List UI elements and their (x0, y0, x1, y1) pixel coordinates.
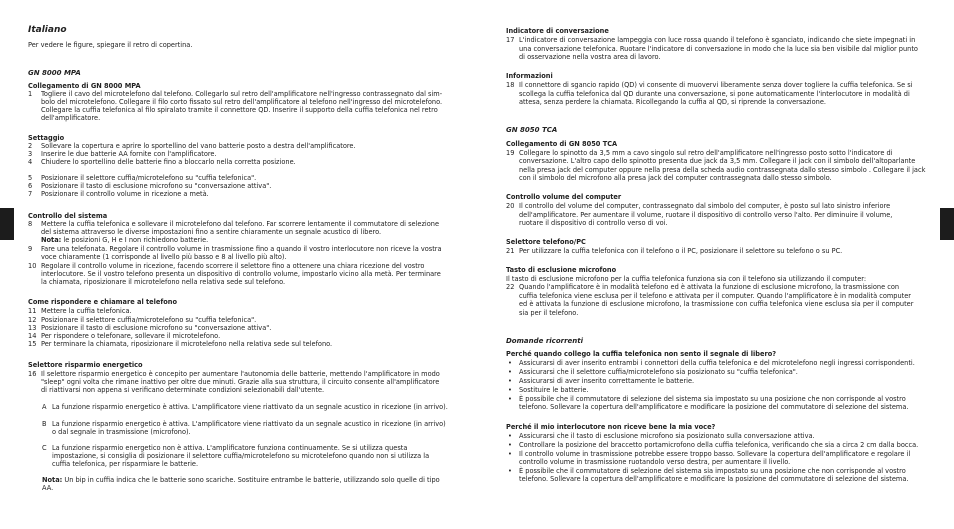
tasto-line: cuffia telefonica viene esclusa per il telefono e attivata per il computer. Quando l'amplificatore è in modalità computer (519, 292, 912, 300)
bullet: • (508, 386, 512, 394)
faq-bullet: telefono. Sollevare la copertura dell'amplificatore e modificare la posizione del commutatore di selezione del sistema. (519, 475, 909, 483)
indicatore-line: di osservazione nella vostra area di lavoro. (519, 53, 661, 61)
right-edge-tab (940, 208, 954, 240)
faq-bullet: Assicurarsi di aver inserito entrambi i connettori della cuffia telefonica e del microtelefono negli ingressi corrispondenti. (519, 359, 915, 367)
faq-bullet: Assicurarsi di aver inserito correttamente le batterie. (519, 377, 695, 385)
heading-tca: Collegamento di GN 8050 TCA (506, 140, 618, 148)
faq-bullet: controllo volume in trasmissione ruotandolo verso destra, per aumentare il livello. (519, 458, 791, 466)
connect-line: Togliere il cavo del microtelefono dal telefono. Collegarlo sul retro dell'amplificatore nell'ingresso contrassegnato dal sim- (41, 90, 443, 98)
risparmio-line: di riattivarsi non appena si verificano determinate condizioni selezionabili dall'utente. (41, 386, 325, 394)
item-number: 10 (28, 262, 37, 270)
item-number: 2 (28, 142, 33, 150)
tasto-line: ed è attivata la funzione di esclusione microfono, la trasmissione con cuffia telefonica viene esclusa sia per il computer (519, 300, 914, 308)
item-number: 11 (28, 307, 37, 315)
nota-text: Un bip in cuffia indica che le batterie sono scariche. Sostituire entrambe le batterie, utilizzando solo quelle di tipo AA. (42, 476, 440, 493)
heading-controllo-sistema: Controllo del sistema (28, 212, 108, 220)
controllo-line: Mettere la cuffia telefonica e sollevare il microtelefono dal telefono. Far scorrere lentamente il commutatore di selezione (41, 220, 440, 228)
controllo-line: interlocutore. Se il vostro telefono presenta un dispositivo di controllo volume, impostarlo vicino alla metà. Per terminare (41, 270, 441, 278)
nota-text: le posizioni G, H e I non richiedono batterie. (61, 236, 209, 244)
item-number: 4 (28, 158, 33, 166)
bullet: • (508, 450, 512, 458)
indicatore-line: una conversazione telefonica. Ruotare l'indicatore di conversazione in modo che la luce sia ben visibile dal miglior punto (519, 45, 918, 53)
item-number: 17 (506, 36, 515, 44)
connect-line: Collegare la cuffia telefonica al filo spiralato tramite il connettore QD. Inserire il supporto della cuffia telefonica nel retro (41, 106, 438, 114)
item-number: 7 (28, 190, 33, 198)
item-number: 20 (506, 202, 515, 210)
connect-line: bolo del microtelefono. Collegare il filo corto fissato sul retro dell'amplificatore al telefono nell'ingresso del microtelefono. (41, 98, 443, 106)
option-letter: B (42, 420, 47, 428)
faq-bullet: Controllare la posizione del braccetto portamicrofono della cuffia telefonica, verificando che sia a circa 2 cm dalla bocca. (519, 441, 919, 449)
controllo-line: la chiamata, riposizionare il microtelefono nella relativa sede sul telefono. (41, 278, 286, 286)
selettore-line: Per utilizzare la cuffia telefonica con il telefono o il PC, posizionare il selettore su telefono o su PC. (519, 247, 843, 255)
item-number: 22 (506, 283, 515, 291)
faq-bullet: Il controllo volume in trasmissione potrebbe essere troppo basso. Sollevare la copertura dell'amplificatore e regolare il (519, 450, 911, 458)
nota-label: Nota: (41, 236, 62, 244)
tasto-line: Quando l'amplificatore è in modalità telefono ed è attivata la funzione di esclusione microfono, la trasmissione con (519, 283, 900, 291)
volume-line: dell'amplificatore. Per aumentare il volume, ruotare il dispositivo di controllo verso l'alto. Per diminuire il volume, (519, 211, 893, 219)
item-number: 5 (28, 174, 33, 182)
rispondere-item: Posizionare il selettore cuffia/microtelefono su "cuffia telefonica". (41, 316, 257, 324)
settaggio-item: Chiudere lo sportellino delle batterie fino a bloccarlo nella corretta posizione. (41, 158, 296, 166)
connect-line: dell'amplificatore. (41, 114, 101, 122)
heading-connect-mpa: Collegamento di GN 8000 MPA (28, 82, 141, 90)
bullet: • (508, 395, 512, 403)
bullet: • (508, 467, 512, 475)
item-number: 14 (28, 332, 37, 340)
faq-title: Domande ricorrenti (506, 337, 584, 345)
volume-line: ruotare il dispositivo di controllo verso di voi. (519, 219, 668, 227)
tca-line: con il simbolo del microfono alla presa jack del computer contrassegnata dallo stesso simbolo. (519, 174, 832, 182)
heading-informazioni: Informazioni (506, 72, 553, 80)
tasto-line: sia per il telefono. (519, 309, 579, 317)
heading-risparmio: Selettore risparmio energetico (28, 361, 143, 369)
bullet: • (508, 359, 512, 367)
informazioni-line: Il connettore di sgancio rapido (QD) vi consente di muovervi liberamente senza dover togliere la cuffia telefonica. Se si (519, 81, 913, 89)
controllo-line: voce chiaramente (1 corrisponde al livello più basso e 8 al livello più alto). (41, 253, 287, 261)
heading-volume: Controllo volume del computer (506, 193, 622, 201)
intro-text: Per vedere le figure, spiegare il retro di copertina. (28, 41, 193, 49)
item-number: 1 (28, 90, 33, 98)
rispondere-item: Posizionare il tasto di esclusione microfono su "conversazione attiva". (41, 324, 272, 332)
controllo-line: del sistema attraverso le diverse impostazioni fino a sentire chiaramente un segnale acustico di libero. (41, 228, 382, 236)
faq-question-1: Perché quando collego la cuffia telefonica non sento il segnale di libero? (506, 350, 777, 358)
item-number: 16 (28, 370, 37, 378)
heading-indicatore: Indicatore di conversazione (506, 27, 609, 35)
tca-line: conversazione. L'altro capo dello spinotto presenta due jack da 3,5 mm. Collegare il jack con il simbolo dell'altoparlante (519, 157, 916, 165)
option-c-line: La funzione risparmio energetico non è attiva. L'amplificatore funziona continuamente. Se si utilizza questa (52, 444, 408, 452)
heading-rispondere: Come rispondere e chiamare al telefono (28, 298, 178, 306)
settaggio-item: Posizionare il tasto di esclusione microfono su "conversazione attiva". (41, 182, 272, 190)
item-number: 9 (28, 245, 33, 253)
item-number: 12 (28, 316, 37, 324)
item-number: 15 (28, 340, 37, 348)
item-number: 18 (506, 81, 515, 89)
controllo-nota (41, 236, 452, 244)
nota-label: Nota: (42, 476, 63, 484)
settaggio-item: Posizionare il controllo volume in ricezione a metà. (41, 190, 209, 198)
informazioni-line: attesa, senza perdere la chiamata. Ricollegando la cuffia al QD, si riprende la conversazione. (519, 98, 826, 106)
bullet: • (508, 368, 512, 376)
heading-tasto: Tasto di esclusione microfono (506, 266, 617, 274)
option-b-line: o dal segnale in trasmissione (microfono). (52, 428, 191, 436)
indicatore-line: L'indicatore di conversazione lampeggia con luce rossa quando il telefono è sganciato, indicando che siete impegnati in (519, 36, 916, 44)
heading-settaggio: Settaggio (28, 134, 65, 142)
option-letter: C (42, 444, 47, 452)
faq-question-2: Perché il mio interlocutore non riceve bene la mia voce? (506, 423, 716, 431)
tca-line: Collegare lo spinotto da 3,5 mm a cavo singolo sul retro dell'amplificatore nell'ingresso posto sotto l'indicatore di (519, 149, 893, 157)
bullet: • (508, 441, 512, 449)
option-c-line: cuffia telefonica, per risparmiare le batterie. (52, 460, 199, 468)
bullet: • (508, 432, 512, 440)
item-number: 19 (506, 149, 515, 157)
item-number: 21 (506, 247, 515, 255)
rispondere-item: Per rispondere o telefonare, sollevare il microtelefono. (41, 332, 221, 340)
left-edge-tab (0, 208, 14, 240)
option-a-line: La funzione risparmio energetico è attiva. L'amplificatore viene riattivato da un segnale acustico in ricezione (in arrivo). (52, 403, 448, 411)
faq-bullet: Assicurarsi che il tasto di esclusione microfono sia posizionato sulla conversazione attiva. (519, 432, 815, 440)
tasto-intro: Il tasto di esclusione microfono per la cuffia telefonica funziona sia con il telefono sia utilizzando il computer: (506, 275, 867, 283)
section-title-tca: GN 8050 TCA (506, 126, 558, 134)
faq-bullet: telefono. Sollevare la copertura dell'amplificatore e modificare la posizione del commutatore di selezione del sistema. (519, 403, 909, 411)
item-number: 6 (28, 182, 33, 190)
item-number: 8 (28, 220, 33, 228)
item-number: 13 (28, 324, 37, 332)
settaggio-item: Posizionare il selettore cuffia/microtelefono su "cuffia telefonica". (41, 174, 257, 182)
language-title: Italiano (28, 25, 67, 35)
settaggio-item: Inserire le due batterie AA fornite con l'amplificatore. (41, 150, 217, 158)
volume-line: Il controllo del volume del computer, contrassegnato dal simbolo del computer, è posto sul lato sinistro inferiore (519, 202, 891, 210)
risparmio-line: Il selettore risparmio energetico è concepito per aumentare l'autonomia delle batterie, mettendo l'amplificatore in modo (41, 370, 440, 378)
informazioni-line: scollega la cuffia telefonica dal QD durante una conversazione, si pone automaticamente l'interlocutore in modalità di (519, 90, 910, 98)
option-letter: A (42, 403, 47, 411)
controllo-line: Fare una telefonata. Regolare il controllo volume in trasmissione fino a quando il vostro interlocutore non riceve la vostra (41, 245, 442, 253)
rispondere-item: Per terminare la chiamata, riposizionare il microtelefono nella relativa sede sul telefono. (41, 340, 333, 348)
bullet: • (508, 377, 512, 385)
risparmio-line: "sleep" ogni volta che rimane inattivo per oltre due minuti. Grazie alla sua struttura, il circuito consente all'amplificatore (41, 378, 440, 386)
faq-bullet: Assicurarsi che il selettore cuffia/microtelefono sia posizionato su "cuffia telefonica". (519, 368, 798, 376)
controllo-line: Regolare il controllo volume in ricezione, facendo scorrere il selettore fino a ottenere una chiara ricezione del vostro (41, 262, 425, 270)
faq-bullet: È possibile che il commutatore di selezione del sistema sia impostato su una posizione che non corrisponde al vostro (519, 467, 906, 475)
option-c-line: impostazione, si consiglia di posizionare il selettore cuffia/microtelefono su microtelefono quando non si utilizza la (52, 452, 430, 460)
section-title-mpa: GN 8000 MPA (28, 69, 81, 77)
settaggio-item: Sollevare la copertura e aprire lo sportellino del vano batterie posto a destra dell'amplificatore. (41, 142, 356, 150)
item-number: 3 (28, 150, 33, 158)
risparmio-nota (42, 476, 452, 493)
rispondere-item: Mettere la cuffia telefonica. (41, 307, 132, 315)
option-b-line: La funzione risparmio energetico è attiva. L'amplificatore viene riattivato da un segnale acustico in ricezione (in arrivo) (52, 420, 446, 428)
faq-bullet: È possibile che il commutatore di selezione del sistema sia impostato su una posizione che non corrisponde al vostro (519, 395, 906, 403)
tca-line: nella presa jack del computer oppure nella presa della scheda audio contrassegnata dallo stesso simbolo . Collegare il jack (519, 166, 926, 174)
heading-selettore: Selettore telefono/PC (506, 238, 586, 246)
faq-bullet: Sostituire le batterie. (519, 386, 589, 394)
